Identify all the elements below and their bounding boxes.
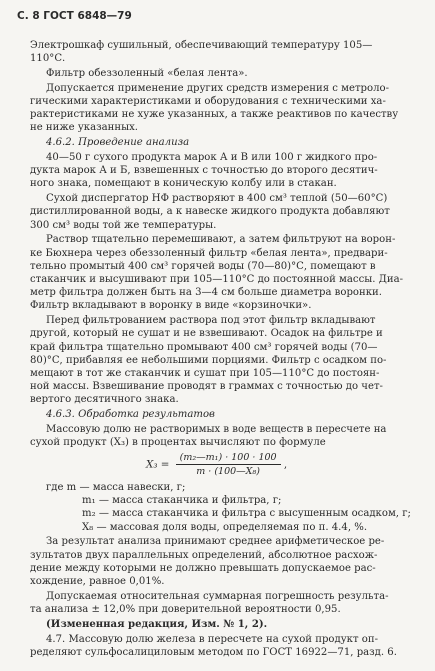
definition-line: где m — масса навески, г; bbox=[46, 482, 186, 493]
formula-denominator: m · (100—X₈) bbox=[196, 466, 260, 478]
text-line: тельно промытый 400 см³ горячей воды (70—80)°С, помещают в bbox=[30, 260, 376, 272]
text-line: дистиллированной воды, а к навеске жидкого продукта добавляют bbox=[30, 206, 390, 218]
text-line: 300 см³ воды той же температуры. bbox=[30, 219, 217, 231]
text-line: Перед фильтрованием раствора под этот фильтр вкладывают bbox=[46, 315, 376, 327]
text-line: сухой продукт (X₃) в процентах вычисляют по формуле bbox=[30, 437, 326, 449]
text-line: край фильтра тщательно промывают 400 см³ горячей воды (70— bbox=[30, 341, 378, 353]
text-line: Допускается применение других средств измерения с метроло- bbox=[46, 82, 389, 94]
text-line: Массовую долю не растворимых в воде веществ в пересчете на bbox=[46, 424, 387, 435]
section-heading: 4.6.2. Проведение анализа bbox=[46, 137, 190, 149]
text-line: Раствор тщательно перемешивают, а затем фильтруют на ворон- bbox=[46, 234, 396, 246]
text-line: вертого десятичного знака. bbox=[30, 394, 179, 406]
text-line: Сухой диспергатор НФ растворяют в 400 см³ теплой (50—60°С) bbox=[46, 193, 388, 205]
text-line: другой, который не сушат и не взвешивают. Осадок на фильтре и bbox=[30, 328, 383, 340]
formula-tail: , bbox=[283, 458, 288, 471]
text-line: 80)°С, прибавляя ее небольшими порциями. Фильтр с осадком по- bbox=[30, 354, 387, 366]
text-line: ной массы. Взвешивание проводят в граммах с точностью до чет- bbox=[30, 381, 383, 393]
formula-fraction bbox=[176, 452, 281, 477]
page-header: С. 8 ГОСТ 6848—79 bbox=[17, 10, 132, 22]
text-line: мещают в тот же стаканчик и сушат при 105—110°С до постоян- bbox=[30, 368, 380, 379]
text-line: Допускаемая относительная суммарная погрешность результа- bbox=[46, 590, 389, 602]
text-line: ного знака, помещают в коническую колбу или в стакан. bbox=[30, 178, 337, 190]
text-line: 110°С. bbox=[30, 53, 66, 65]
formula-lhs: X₃ = bbox=[146, 458, 170, 471]
text-line: стаканчик и высушивают при 105—110°С до постоянной массы. Диа- bbox=[30, 274, 404, 285]
formula-numerator: (m₂—m₁) · 100 · 100 bbox=[176, 452, 281, 465]
definition-line: m₂ — масса стаканчика и фильтра с высушенным осадком, г; bbox=[82, 508, 411, 520]
text-line: За результат анализа принимают среднее арифметическое ре- bbox=[46, 536, 385, 548]
text-line: дение между которыми не должно превышать допускаемое рас- bbox=[30, 562, 376, 574]
text-line: 4.7. Массовую долю железа в пересчете на сухой продукт оп- bbox=[46, 633, 378, 645]
text-line: зультатов двух параллельных определений, абсолютное расхож- bbox=[30, 549, 378, 561]
section-heading: 4.6.3. Обработка результатов bbox=[46, 409, 215, 421]
text-line: хождение, равное 0,01%. bbox=[30, 576, 165, 587]
text-line: метр фильтра должен быть на 3—4 см больше диаметра воронки. bbox=[30, 287, 382, 299]
text-line: та анализа ± 12,0% при доверительной вероятности 0,95. bbox=[30, 604, 341, 615]
text-line: дукта марок А и Б, взвешенных с точностью до второго десятич- bbox=[30, 165, 378, 177]
text-line: Фильтр вкладывают в воронку в виде «корзиночки». bbox=[30, 300, 312, 312]
text-line: ке Бюхнера через обеззоленный фильтр «белая лента», предвари- bbox=[30, 247, 388, 259]
text-line: 40—50 г сухого продукта марок А и В или 100 г жидкого про- bbox=[46, 152, 378, 163]
text-line: Электрошкаф сушильный, обеспечивающий температуру 105— bbox=[30, 40, 373, 51]
text-line: не ниже указанных. bbox=[30, 122, 139, 134]
formula bbox=[146, 452, 287, 477]
amendment-note: (Измененная редакция, Изм. № 1, 2). bbox=[46, 618, 268, 630]
text-line: рактеристиками не хуже указанных, а также реактивов по качеству bbox=[30, 109, 399, 121]
definition-line: X₈ — массовая доля воды, определяемая по п. 4.4, %. bbox=[82, 521, 368, 533]
definition-line: m₁ — масса стаканчика и фильтра, г; bbox=[82, 495, 282, 507]
text-line: ределяют сульфосалициловым методом по ГОСТ 16922—71, разд. 6. bbox=[30, 646, 397, 658]
text-line: гическими характеристиками и оборудования с техническими ха- bbox=[30, 96, 386, 107]
text-line: Фильтр обеззоленный «белая лента». bbox=[46, 68, 248, 79]
